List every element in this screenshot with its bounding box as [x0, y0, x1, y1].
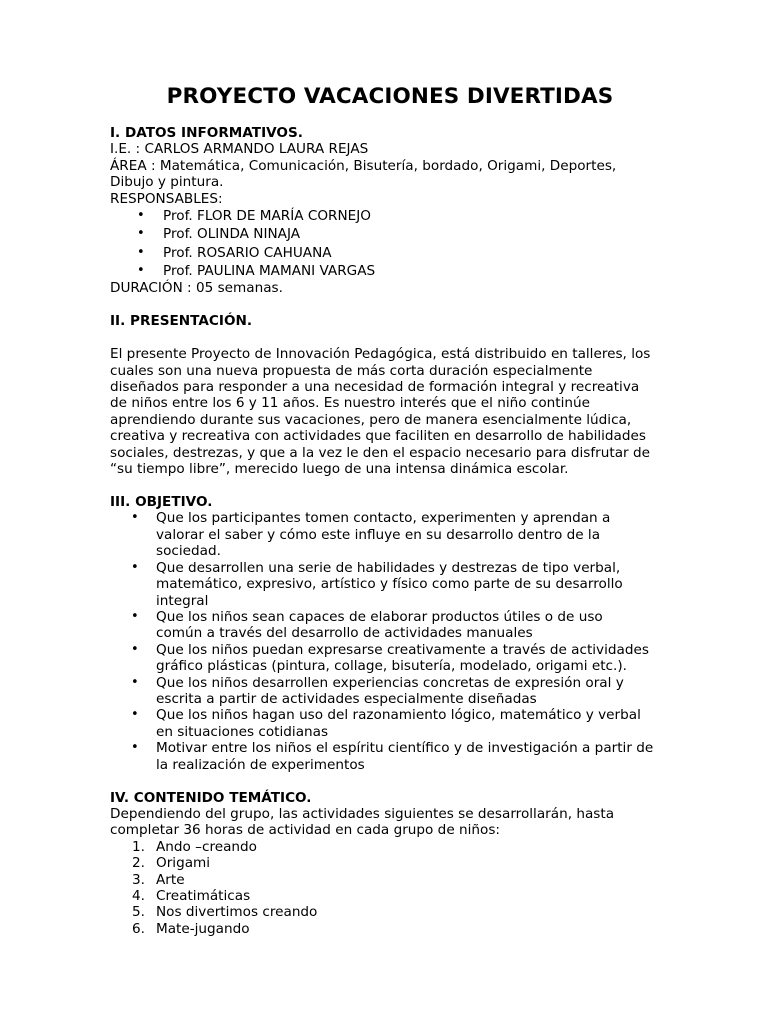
objetivo-line: integral — [156, 592, 209, 609]
item-number: 4. — [132, 888, 145, 904]
paragraph-line: creativa y recreativa con actividades que faciliten en desarrollo de habilidades — [110, 428, 646, 445]
list-item — [110, 560, 666, 609]
objetivo-line: Que los niños puedan expresarse creativamente a través de actividades — [156, 641, 649, 658]
list-item — [110, 609, 666, 642]
paragraph-line: cuales son una nueva propuesta de más corta duración especialmente — [110, 362, 593, 379]
list-item — [110, 740, 666, 773]
list-item — [110, 510, 666, 559]
item-label: Mate-jugando — [156, 920, 250, 937]
objetivo-line: en situaciones cotidianas — [156, 723, 329, 740]
contenido-list — [110, 839, 666, 937]
responsable-name: Prof. FLOR DE MARÍA CORNEJO — [163, 208, 371, 225]
responsable-name: Prof. PAULINA MAMANI VARGAS — [163, 262, 376, 279]
item-number: 6. — [132, 920, 145, 937]
objetivo-line: valorar el saber y cómo este influye en su desarrollo dentro de la — [156, 526, 601, 543]
duracion-line: DURACIÓN : 05 semanas. — [110, 280, 283, 297]
objetivo-line: Que los participantes tomen contacto, experimenten y aprendan a — [156, 510, 611, 527]
list-item — [110, 904, 666, 920]
objetivo-line: común a través del desarrollo de actividades manuales — [156, 625, 533, 642]
item-number: 2. — [132, 855, 145, 872]
list-item — [110, 642, 666, 675]
bullet-icon: • — [131, 740, 139, 756]
item-label: Origami — [156, 855, 211, 872]
section-heading-presentacion: II. PRESENTACIÓN. — [110, 313, 253, 330]
responsables-list — [110, 207, 666, 280]
list-item — [110, 921, 666, 937]
objetivo-line: sociedad. — [156, 543, 221, 560]
objetivo-line: la realización de experimentos — [156, 756, 365, 773]
objetivo-line: matemático, expresivo, artístico y físico como parte de su desarrollo — [156, 576, 623, 593]
item-label: Creatimáticas — [156, 888, 251, 904]
item-label: Ando –creando — [156, 838, 257, 855]
list-item — [110, 839, 666, 855]
item-number: 5. — [132, 904, 145, 921]
paragraph-line: aprendiendo durante sus vacaciones, pero de manera esencialmente lúdica, — [110, 411, 632, 428]
objetivo-line: Que desarrollen una serie de habilidades y destrezas de tipo verbal, — [156, 559, 621, 576]
bullet-icon: • — [137, 208, 145, 224]
document-title: PROYECTO VACACIONES DIVERTIDAS — [166, 84, 614, 109]
list-item — [110, 872, 666, 888]
bullet-icon: • — [131, 559, 139, 575]
objetivo-line: escrita a partir de actividades especialmente diseñadas — [156, 690, 537, 707]
responsable-name: Prof. ROSARIO CAHUANA — [163, 244, 332, 261]
item-label: Arte — [156, 871, 185, 888]
bullet-icon: • — [137, 226, 145, 242]
bullet-icon: • — [137, 244, 145, 260]
paragraph-line: de niños entre los 6 y 11 años. Es nuestro interés que el niño continúe — [110, 395, 590, 412]
objetivo-line: Que los niños sean capaces de elaborar productos útiles o de uso — [156, 608, 603, 625]
bullet-icon: • — [131, 674, 139, 690]
list-item — [110, 888, 666, 904]
item-label: Nos divertimos creando — [156, 904, 318, 921]
paragraph-line: sociales, destrezas, y que a la vez le den el espacio necesario para disfrutar de — [110, 444, 650, 461]
objetivo-line: gráfico plásticas (pintura, collage, bisutería, modelado, origami etc.). — [156, 658, 627, 675]
objetivo-line: Motivar entre los niños el espíritu científico y de investigación a partir de — [156, 740, 654, 757]
area-line-1: ÁREA : Matemática, Comunicación, Bisutería, bordado, Origami, Deportes, — [110, 157, 617, 174]
responsable-name: Prof. OLINDA NINAJA — [163, 226, 301, 243]
bullet-icon: • — [131, 608, 139, 624]
objetivo-line: Que los niños desarrollen experiencias concretas de expresión oral y — [156, 674, 624, 691]
responsables-label: RESPONSABLES: — [110, 190, 223, 207]
list-item — [110, 207, 666, 225]
contenido-intro-line-1: Dependiendo del grupo, las actividades siguientes se desarrollarán, hasta — [110, 805, 615, 822]
list-item — [110, 244, 666, 262]
bullet-icon: • — [131, 641, 139, 657]
list-item — [110, 675, 666, 708]
paragraph-line: El presente Proyecto de Innovación Pedagógica, está distribuido en talleres, los — [110, 346, 651, 363]
paragraph-line: “su tiempo libre”, merecido luego de una intensa dinámica escolar. — [110, 461, 569, 478]
objetivos-list — [110, 510, 666, 773]
bullet-icon: • — [131, 510, 139, 526]
contenido-intro-line-2: completar 36 horas de actividad en cada grupo de niños: — [110, 822, 500, 839]
ie-line: I.E. : CARLOS ARMANDO LAURA REJAS — [110, 141, 369, 158]
objetivo-line: Que los niños hagan uso del razonamiento lógico, matemático y verbal — [156, 707, 641, 724]
item-number: 1. — [132, 838, 145, 855]
list-item — [110, 225, 666, 243]
list-item — [110, 707, 666, 740]
list-item — [110, 262, 666, 280]
paragraph-line: diseñados para responder a una necesidad de formación integral y recreativa — [110, 379, 640, 396]
bullet-icon: • — [137, 262, 145, 278]
section-heading-contenido: IV. CONTENIDO TEMÁTICO. — [110, 789, 312, 806]
bullet-icon: • — [131, 707, 139, 723]
presentacion-paragraph — [110, 346, 666, 477]
item-number: 3. — [132, 871, 145, 888]
section-heading-objetivo: III. OBJETIVO. — [110, 494, 213, 511]
document-page — [110, 80, 666, 937]
list-item — [110, 855, 666, 871]
section-heading-datos: I. DATOS INFORMATIVOS. — [110, 125, 303, 141]
area-line-2: Dibujo y pintura. — [110, 174, 224, 191]
